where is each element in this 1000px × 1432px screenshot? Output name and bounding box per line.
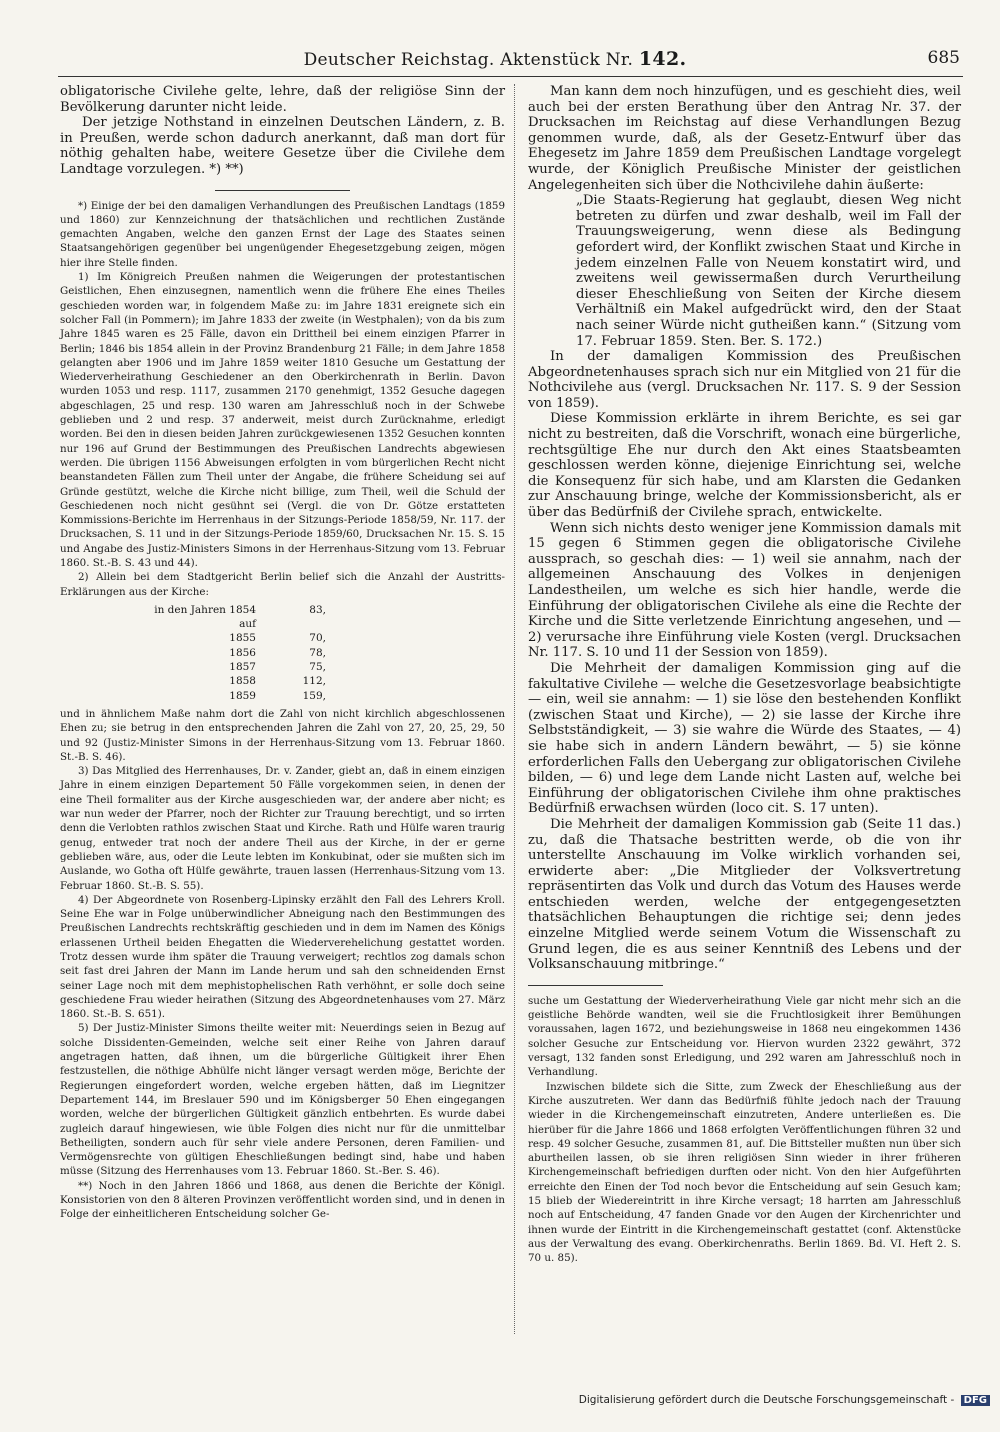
stats-row bbox=[138, 689, 505, 703]
left-main-text bbox=[60, 84, 505, 178]
paragraph: In der damaligen Kommission des Preußischen Abgeordnetenhauses sprach sich nur ein Mitglied von 21 für die Nothcivilehe aus (vergl. Drucksachen Nr. 117. S. 9 der Session von 1859). bbox=[528, 349, 961, 411]
footnote-continued-text: suche um Gestattung der Wiederverheirathung Viele gar nicht mehr sich an die geistliche Behörde wandten, weil sie die Fruchtlosigkeit ihrer Bemühungen voraussahen, lagen 1672, und beziehungsweise in 1868 neu eingekommen 1436 solcher Gesuche zur Entscheidung vor. Hiervon wurden 2322 gewährt, 372 versagt, 132 fanden sonst Erledigung, und 292 waren am Jahresschluß noch in Verhandlung. bbox=[528, 994, 961, 1079]
paragraph: Der jetzige Nothstand in einzelnen Deutschen Ländern, z. B. in Preußen, werde schon dadurch anerkannt, daß man dort für nöthig gehalten habe, weitere Gesetze über die Civilehe dem Landtage vorzulegen. *) **) bbox=[60, 115, 505, 177]
right-column bbox=[528, 84, 961, 1265]
paragraph: obligatorische Civilehe gelte, lehre, daß der religiöse Sinn der Bevölkerung darunter nicht leide. bbox=[60, 84, 505, 115]
stats-value: 75, bbox=[309, 661, 326, 674]
footnote-item-2-rest: und in ähnlichem Maße nahm dort die Zahl von nicht kirchlich abgeschlossenen Ehen zu; sie betrug in den entsprechenden Jahren die Zahl von 27, 20, 25, 29, 50 und 92 (Justiz-Minister Simons in der Herrenhaus-Sitzung vom 13. Februar 1860. St.-B. S. 46). bbox=[60, 707, 505, 763]
footnote-intro: *) Einige der bei den damaligen Verhandlungen des Preußischen Landtags (1859 und 1860) zur Kennzeichnung der thatsächlichen und rechtlichen Zustände gemachten Angaben, welche den ganzen Ernst der Lage des Staates seinen Staatsangehörigen gegenüber bei ungenügender Ehegesetzgebung zeigen, mögen hier ihre Stelle finden. bbox=[60, 199, 505, 269]
stats-year: 1856 bbox=[229, 646, 256, 659]
stats-row bbox=[138, 674, 505, 688]
paragraph: Die Mehrheit der damaligen Kommission ging auf die fakultative Civilehe — welche die Gesetzesvorlage beabsichtigte — ein, weil sie annahm: — 1) sie löse den bestehenden Konflikt (zwischen Staat und Kirche), — 2) sie lasse der Kirche ihre Selbstständigkeit, — 3) sie wahre die Würde des Staates, — 4) sie habe sich in andern Ländern bewährt, — 5) sie könne erforderlichen Falls den Uebergang zur obligatorischen Civilehe bilden, — 6) und lege dem Lande nicht Lasten auf, welche bei Einführung der obligatorischen Civilehe ihm ohne praktisches Bedürfniß erwachsen würden (loco cit. S. 17 unten). bbox=[528, 660, 961, 817]
credit-text: Digitalisierung gefördert durch die Deutsche Forschungsgemeinschaft - bbox=[578, 1394, 955, 1406]
stats-value: 112, bbox=[302, 675, 326, 688]
footnote-item-5: 5) Der Justiz-Minister Simons theilte weiter mit: Neuerdings seien in Bezug auf solche Dissidenten-Gemeinden, welche seit einer Reihe von Jahren darauf angetragen hatten, daß ihnen, um die bürgerliche Gültigkeit ihrer Ehen festzustellen, die nöthige Abhülfe nicht länger versagt werden möge, Berichte der Regierungen eingefordert worden, welche ergeben hätten, daß im Liegnitzer Departement 144, im Breslauer 590 und im Königsberger 50 Ehen eingegangen worden, welche der bürgerlichen Gültigkeit gänzlich entbehrten. Es wurde dabei zugleich darauf hingewiesen, wie üble Folgen dies nicht nur für die unmittelbar Betheiligten, sondern auch für sehr viele andere Personen, deren Familien- und Vermögensrechte von gültigen Eheschließungen bedingt sind, habe und haben müsse (Sitzung des Herrenhauses vom 13. Februar 1860. St.-Ber. S. 46). bbox=[60, 1022, 505, 1178]
left-column bbox=[60, 84, 505, 1222]
stats-row bbox=[138, 646, 505, 660]
statistics-table bbox=[138, 603, 505, 703]
dfg-logo: DFG bbox=[961, 1395, 990, 1406]
header-rule bbox=[58, 76, 963, 77]
paragraph: Diese Kommission erklärte in ihrem Berichte, es sei gar nicht zu bestreiten, daß die Vorschrift, wonach eine bürgerliche, rechtsgültige Ehe nur durch den Akt eines Staatsbeamten geschlossen werden könne, diejenige Einrichtung sei, welche die Konsequenz für sich habe, und am Klarsten die Gedanken zur Anschauung bringe, welche der Kommissionsbericht, als er über das Bedürfniß der Civilehe sprach, entwickelte. bbox=[528, 411, 961, 521]
column-divider bbox=[514, 84, 515, 1334]
footnote-item-3: 3) Das Mitglied des Herrenhauses, Dr. v. Zander, giebt an, daß in einem einzigen Jahre in einem einzigen Departement 50 Fälle vorgekommen seien, in denen der eine Theil formaliter aus der Kirche ausgeschieden war, der andere aber nicht; es war nun weder der Pfarrer, noch der Richter zur Trauung berechtigt, und so irrten denn die Verlobten rathlos zwischen Staat und Kirche. Rath und Hülfe waren traurig genug, entweder trat noch der andere Theil aus der Kirche, in der er gerne geblieben wäre, aus, oder die Leute lebten im Konkubinat, oder sie mußten sich im Auslande, wo Gotha oft Hülfe gewährte, trauen lassen (Herrenhaus-Sitzung vom 13. Februar 1860. St.-B. S. 55). bbox=[60, 765, 505, 892]
stats-value: 159, bbox=[302, 689, 326, 702]
footnote-separator bbox=[528, 985, 663, 986]
footnote-star2: **) Noch in den Jahren 1866 und 1868, aus denen die Berichte der Königl. Konsistorien von den 8 älteren Provinzen veröffentlicht worden sind, und in denen in Folge der einheitlicheren Entscheidung solcher Ge- bbox=[60, 1179, 505, 1221]
stats-value: 83, bbox=[309, 603, 326, 616]
footnote-paragraph: Inzwischen bildete sich die Sitte, zum Zweck der Eheschließung aus der Kirche auszutreten. Wer dann das Bedürfniß fühlte jedoch nach der Trauung wieder in die Kirchengemeinschaft einzutreten, Andere unterließen es. Die hierüber für die Jahre 1866 und 1868 erfolgten Veröffentlichungen führen 32 und resp. 49 solcher Gesuche, zusammen 81, auf. Die Bittsteller mußten nun über sich aburtheilen lassen, ob sie ihren religiösen Sinn wieder in ihrer früheren Kirchengemeinschaft befriedigen durften oder nicht. Von den hier Aufgeführten erreichte den Einen der Tod noch bevor die Entscheidung auf sein Gesuch kam; 15 blieb der Wiedereintritt in ihre Kirche versagt; 18 harrten am Jahresschluß noch auf Entscheidung, 47 fanden Gnade vor den Augen der Kirchenrichter und ihnen wurde der Eintritt in die Kirchengemeinschaft gestattet (conf. Aktenstücke aus der Verwaltung des evang. Oberkirchenraths. Berlin 1869. Bd. VI. Heft 2. S. 70 u. 85). bbox=[528, 1080, 961, 1265]
document-number: 142. bbox=[638, 48, 687, 70]
footnotes bbox=[60, 199, 505, 1222]
footnote-item-1: 1) Im Königreich Preußen nahmen die Weigerungen der protestantischen Geistlichen, Ehen einzusegnen, namentlich wenn die frühere Ehe eines Theiles geschieden worden war, in folgendem Maße zu: im Jahre 1831 ereignete sich ein solcher Fall (in Pommern); im Jahre 1833 der zweite (in Westphalen); von da bis zum Jahre 1845 waren es 25 Fälle, davon ein Drittheil bei einem einzigen Pfarrer in Berlin; 1846 bis 1854 allein in der Provinz Brandenburg 21 Fälle; in dem Jahre 1858 gelangten aber 1906 und im Jahre 1859 weiter 1810 Gesuche um Gestattung der Wiederverheirathung Geschiedener an den Oberkirchenrath in Berlin. Davon wurden 1053 und resp. 1117, zusammen 2170 genehmigt, 1352 Gesuche dagegen abgeschlagen, 25 und resp. 130 waren am Jahresschluß noch in der Schwebe geblieben und 2 und resp. 37 anderweit, meist durch Zurücknahme, erledigt worden. Bei den in diesen beiden Jahren zurückgewiesenen 1352 Gesuchen konnten nur 196 auf Grund der Bestimmungen des Preußischen Landrechts abgewiesen werden. Die übrigen 1156 Abweisungen erfolgten in vom bürgerlichen Recht nicht beanstandeten Fällen zum Theil unter der Angabe, die frühere Scheidung sei auf Gründe gestützt, welche die Kirche nicht billige, zum Theil, weil die Schuld der Geschiedenen noch nicht gesühnt sei (Vergl. die von Dr. Götze erstatteten Kommissions-Berichte im Herrenhaus in der Sitzungs-Periode 1858/59, Nr. 117. der Drucksachen, S. 11 und in der Sitzungs-Periode 1859/60, Drucksachen Nr. 15. S. 15 und Angabe des Justiz-Ministers Simons in der Herrenhaus-Sitzung vom 13. Februar 1860. St.-B. S. 43 und 44). bbox=[60, 271, 505, 569]
paragraph: Man kann dem noch hinzufügen, und es geschieht dies, weil auch bei der ersten Berathung über den Antrag Nr. 37. der Drucksachen im Reichstag auf diese Verhandlungen Bezug genommen wurde, daß, als der Gesetz-Entwurf über das Ehegesetz im Jahre 1859 dem Preußischen Landtage vorgelegt wurde, der Königlich Preußische Minister der geistlichen Angelegenheiten sich über die Nothcivilehe dahin äußerte: bbox=[528, 84, 961, 193]
paragraph: Wenn sich nichts desto weniger jene Kommission damals mit 15 gegen 6 Stimmen gegen die obligatorische Civilehe aussprach, so geschah dies: — 1) weil sie annahm, nach der allgemeinen Anschauung des Volkes in denjenigen Landestheilen, um welche es sich hier handle, werde die Einführung der obligatorischen Civilehe als eine die Rechte der Kirche und die Sitte verletzende Einrichtung angesehen, und — 2) verursache ihre Einführung viele Kosten (vergl. Drucksachen Nr. 117. S. 10 und 11 der Session von 1859). bbox=[528, 520, 961, 661]
page-number: 685 bbox=[927, 48, 960, 68]
right-main-text bbox=[528, 84, 961, 973]
stats-year: 1858 bbox=[229, 675, 256, 688]
stats-value: 70, bbox=[309, 632, 326, 645]
stats-row bbox=[138, 631, 505, 645]
stats-row bbox=[138, 603, 505, 632]
paragraph: Die Mehrheit der damaligen Kommission gab (Seite 11 das.) zu, daß die Thatsache bestritten werde, ob die von ihr unterstellte Anschauung im Volke wirklich vorhanden sei, erwiderte aber: „Die Mitglieder der Volksvertretung repräsentirten das Volk und durch das Votum des Hauses werde entschieden werden, welche der entgegengesetzten thatsächlichen Behauptungen die richtige sei; denn jedes einzelne Mitglied werde seinem Votum die Wissenschaft zu Grund legen, die es aus seiner Kenntniß des Lebens und der Volksanschauung mitbringe.“ bbox=[528, 816, 961, 973]
stats-value: 78, bbox=[309, 646, 326, 659]
stats-year: 1859 bbox=[229, 689, 256, 702]
digitization-credit bbox=[560, 1394, 990, 1414]
footnote-separator bbox=[215, 190, 350, 191]
block-quote: „Die Staats-Regierung hat geglaubt, diesen Weg nicht betreten zu dürfen und zwar deshalb, weil im Fall der Trauungsweigerung, wenn diese als Bedingung gefordert wird, der Konflikt zwischen Staat und Kirche in jedem einzelnen Falle von Neuem konstatirt wird, und zweitens weil gewissermaßen durch Verurtheilung dieser Eheschließung von Seiten der Kirche diesem Verhältniß ein Makel aufgedrückt wird, den der Staat nach seiner Würde nicht gutheißen kann.“ (Sitzung vom 17. Februar 1859. Sten. Ber. S. 172.) bbox=[576, 193, 961, 349]
page-header bbox=[30, 48, 960, 72]
footnote-item-2: 2) Allein bei dem Stadtgericht Berlin belief sich die Anzahl der Austritts-Erklärungen aus der Kirche: bbox=[60, 571, 505, 598]
running-title: Deutscher Reichstag. Aktenstück Nr. 142. bbox=[303, 48, 687, 70]
stats-lead: in den Jahren 1854 auf bbox=[154, 603, 256, 631]
stats-row bbox=[138, 660, 505, 674]
stats-year: 1855 bbox=[229, 632, 256, 645]
footnote-item-4: 4) Der Abgeordnete von Rosenberg-Lipinsky erzählt den Fall des Lehrers Kroll. Seine Ehe war in Folge unüberwindlicher Abneigung nach den Bestimmungen des Preußischen Landrechts rechtskräftig geschieden und in dem im Namen des Königs erlassenen Urtheil beiden Ehegatten die Wiederverehelichung gestattet worden. Trotz dessen wurde ihm später die Trauung verweigert; rechtlos zog damals schon seit fast drei Jahren der Mann im Lande herum und sah den schneidenden Ernst seiner Lage noch mit dem mephistophelischen Rath verhöhnt, er solle doch seine geschiedene Frau wieder heirathen (Sitzung des Abgeordnetenhauses vom 27. März 1860. St.-B. S. 651). bbox=[60, 893, 505, 1021]
footnote-continuation bbox=[528, 994, 961, 1266]
stats-year: 1857 bbox=[229, 661, 256, 674]
